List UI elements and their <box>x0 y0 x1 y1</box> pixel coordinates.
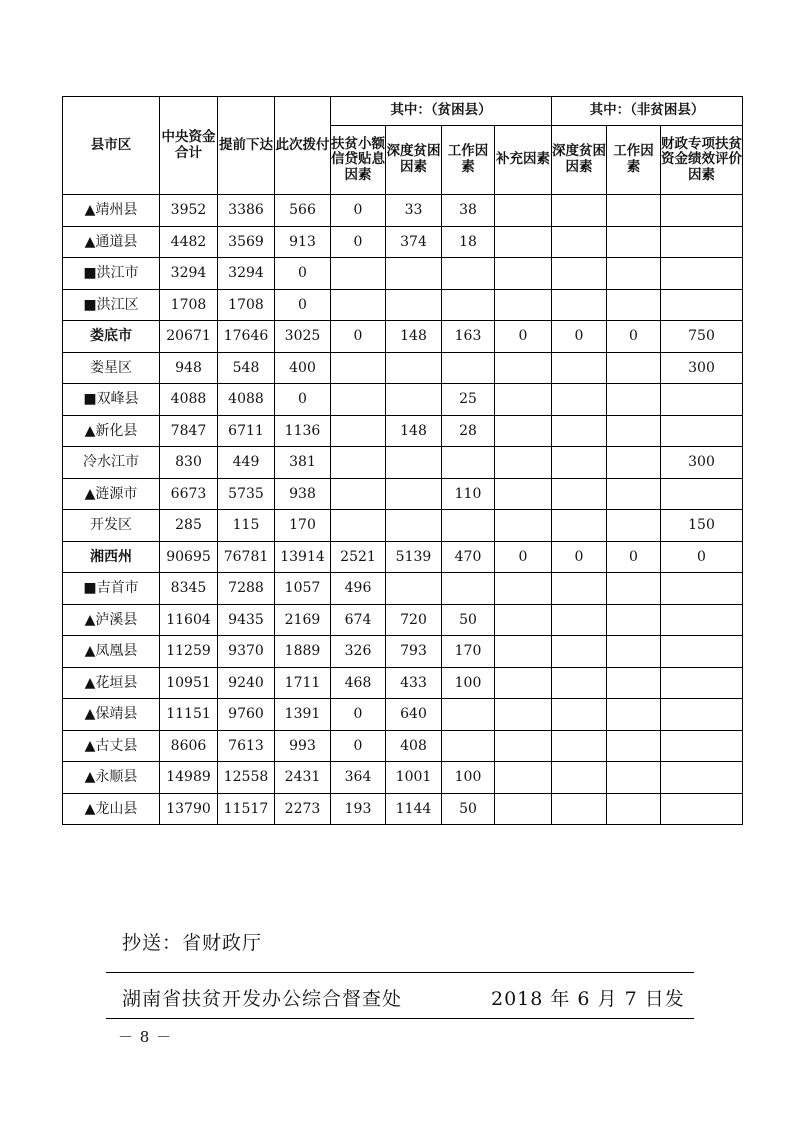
value-cell <box>607 699 661 731</box>
table-row <box>63 447 743 479</box>
value-cell: 7847 <box>160 415 218 447</box>
value-cell <box>552 447 607 479</box>
value-cell: 374 <box>386 226 442 258</box>
value-cell <box>331 289 386 321</box>
value-cell: 11259 <box>160 636 218 668</box>
value-cell: 640 <box>386 699 442 731</box>
value-cell <box>607 226 661 258</box>
value-cell: 14989 <box>160 762 218 794</box>
value-cell: 0 <box>275 258 331 290</box>
value-cell <box>331 352 386 384</box>
value-cell: 1391 <box>275 699 331 731</box>
value-cell: 364 <box>331 762 386 794</box>
value-cell: 28 <box>442 415 495 447</box>
table-row <box>63 541 743 573</box>
value-cell: 0 <box>275 384 331 416</box>
value-cell: 6673 <box>160 478 218 510</box>
value-cell: 4088 <box>218 384 275 416</box>
value-cell <box>552 762 607 794</box>
value-cell: 0 <box>495 541 552 573</box>
value-cell <box>331 415 386 447</box>
value-cell: 3294 <box>218 258 275 290</box>
value-cell: 1057 <box>275 573 331 605</box>
issue-date: 2018 年 6 月 7 日发 <box>491 988 685 1010</box>
region-name-cell: ▲龙山县 <box>63 793 160 825</box>
value-cell: 1001 <box>386 762 442 794</box>
table-row <box>63 321 743 353</box>
region-name-cell: 开发区 <box>63 510 160 542</box>
value-cell: 326 <box>331 636 386 668</box>
value-cell <box>442 289 495 321</box>
value-cell: 100 <box>442 667 495 699</box>
header-poor-supplement: 补充因素 <box>495 126 552 195</box>
value-cell <box>442 699 495 731</box>
value-cell: 496 <box>331 573 386 605</box>
value-cell: 1144 <box>386 793 442 825</box>
value-cell: 76781 <box>218 541 275 573</box>
value-cell <box>607 352 661 384</box>
value-cell: 2521 <box>331 541 386 573</box>
value-cell <box>331 447 386 479</box>
value-cell: 90695 <box>160 541 218 573</box>
value-cell: 150 <box>661 510 743 542</box>
region-name-cell: ▲永顺县 <box>63 762 160 794</box>
value-cell <box>495 289 552 321</box>
table-row <box>63 384 743 416</box>
header-this-allocation: 此次拨付 <box>275 97 331 195</box>
value-cell: 3025 <box>275 321 331 353</box>
value-cell <box>552 510 607 542</box>
value-cell <box>661 636 743 668</box>
value-cell <box>607 762 661 794</box>
region-name-cell: ■吉首市 <box>63 573 160 605</box>
value-cell: 300 <box>661 352 743 384</box>
value-cell <box>495 195 552 227</box>
table-row <box>63 699 743 731</box>
value-cell: 100 <box>442 762 495 794</box>
footer-rule-bottom <box>106 1018 694 1019</box>
table-body <box>63 195 743 825</box>
value-cell <box>552 384 607 416</box>
value-cell <box>661 258 743 290</box>
value-cell: 750 <box>661 321 743 353</box>
value-cell: 3952 <box>160 195 218 227</box>
value-cell: 115 <box>218 510 275 542</box>
value-cell <box>495 793 552 825</box>
value-cell <box>495 447 552 479</box>
value-cell: 0 <box>331 699 386 731</box>
value-cell: 9370 <box>218 636 275 668</box>
value-cell <box>495 384 552 416</box>
region-name-cell: ▲靖州县 <box>63 195 160 227</box>
value-cell: 163 <box>442 321 495 353</box>
value-cell <box>386 510 442 542</box>
region-name-cell: ▲保靖县 <box>63 699 160 731</box>
value-cell <box>495 510 552 542</box>
value-cell: 2431 <box>275 762 331 794</box>
value-cell <box>607 510 661 542</box>
value-cell: 548 <box>218 352 275 384</box>
value-cell: 720 <box>386 604 442 636</box>
value-cell: 8606 <box>160 730 218 762</box>
table-row <box>63 604 743 636</box>
value-cell: 285 <box>160 510 218 542</box>
value-cell: 9435 <box>218 604 275 636</box>
value-cell <box>607 793 661 825</box>
value-cell: 25 <box>442 384 495 416</box>
value-cell <box>442 730 495 762</box>
value-cell <box>552 793 607 825</box>
value-cell: 13790 <box>160 793 218 825</box>
value-cell <box>386 478 442 510</box>
value-cell: 400 <box>275 352 331 384</box>
value-cell: 3569 <box>218 226 275 258</box>
value-cell: 148 <box>386 415 442 447</box>
value-cell: 468 <box>331 667 386 699</box>
value-cell: 408 <box>386 730 442 762</box>
value-cell <box>552 667 607 699</box>
region-name-cell: ▲新化县 <box>63 415 160 447</box>
value-cell: 0 <box>331 321 386 353</box>
value-cell <box>607 258 661 290</box>
footer-rule-top <box>106 972 694 973</box>
region-name-cell: ▲花垣县 <box>63 667 160 699</box>
value-cell <box>661 573 743 605</box>
value-cell <box>607 573 661 605</box>
value-cell <box>661 195 743 227</box>
value-cell <box>552 636 607 668</box>
value-cell: 8345 <box>160 573 218 605</box>
region-name-cell: ▲古丈县 <box>63 730 160 762</box>
value-cell <box>495 762 552 794</box>
value-cell <box>661 226 743 258</box>
value-cell <box>607 415 661 447</box>
value-cell: 0 <box>331 730 386 762</box>
value-cell: 20671 <box>160 321 218 353</box>
value-cell <box>661 699 743 731</box>
table-row <box>63 730 743 762</box>
value-cell: 50 <box>442 604 495 636</box>
table-row <box>63 352 743 384</box>
header-group-poor: 其中：（贫困县） <box>331 97 552 126</box>
value-cell <box>495 415 552 447</box>
value-cell <box>442 510 495 542</box>
value-cell <box>607 384 661 416</box>
table-row <box>63 258 743 290</box>
value-cell: 3386 <box>218 195 275 227</box>
value-cell: 11604 <box>160 604 218 636</box>
value-cell: 938 <box>275 478 331 510</box>
value-cell: 0 <box>607 321 661 353</box>
header-nonpoor-work: 工作因素 <box>607 126 661 195</box>
value-cell: 830 <box>160 447 218 479</box>
value-cell: 0 <box>552 541 607 573</box>
value-cell: 11517 <box>218 793 275 825</box>
value-cell: 2273 <box>275 793 331 825</box>
value-cell <box>607 604 661 636</box>
value-cell <box>495 478 552 510</box>
value-cell <box>607 636 661 668</box>
region-name-cell: 冷水江市 <box>63 447 160 479</box>
value-cell: 0 <box>661 541 743 573</box>
value-cell <box>495 573 552 605</box>
value-cell: 0 <box>331 195 386 227</box>
value-cell <box>607 667 661 699</box>
allocation-table <box>62 96 743 825</box>
value-cell: 17646 <box>218 321 275 353</box>
table-row <box>63 762 743 794</box>
value-cell <box>331 258 386 290</box>
value-cell: 4482 <box>160 226 218 258</box>
value-cell: 1136 <box>275 415 331 447</box>
value-cell: 449 <box>218 447 275 479</box>
value-cell: 993 <box>275 730 331 762</box>
value-cell: 433 <box>386 667 442 699</box>
table-row <box>63 510 743 542</box>
region-name-cell: ■洪江市 <box>63 258 160 290</box>
value-cell: 7613 <box>218 730 275 762</box>
value-cell: 7288 <box>218 573 275 605</box>
header-nonpoor-performance: 财政专项扶贫资金绩效评价因素 <box>661 126 743 195</box>
value-cell: 0 <box>331 226 386 258</box>
value-cell <box>495 258 552 290</box>
value-cell: 148 <box>386 321 442 353</box>
value-cell: 2169 <box>275 604 331 636</box>
value-cell: 18 <box>442 226 495 258</box>
region-name-cell: ■双峰县 <box>63 384 160 416</box>
value-cell <box>386 352 442 384</box>
value-cell: 0 <box>552 321 607 353</box>
value-cell <box>495 226 552 258</box>
header-group-nonpoor: 其中：（非贫困县） <box>552 97 743 126</box>
value-cell <box>661 667 743 699</box>
header-poor-deep-poverty: 深度贫困因素 <box>386 126 442 195</box>
value-cell <box>442 447 495 479</box>
region-name-cell: ■洪江区 <box>63 289 160 321</box>
value-cell: 1708 <box>160 289 218 321</box>
region-name-cell: ▲涟源市 <box>63 478 160 510</box>
value-cell <box>331 510 386 542</box>
value-cell: 9760 <box>218 699 275 731</box>
value-cell <box>552 195 607 227</box>
value-cell: 793 <box>386 636 442 668</box>
value-cell <box>661 762 743 794</box>
issuer-name: 湖南省扶贫开发办公综合督查处 <box>122 988 403 1010</box>
value-cell <box>552 573 607 605</box>
header-poor-work: 工作因素 <box>442 126 495 195</box>
value-cell <box>552 226 607 258</box>
region-name-cell: 娄星区 <box>63 352 160 384</box>
value-cell: 170 <box>442 636 495 668</box>
region-name-cell: 湘西州 <box>63 541 160 573</box>
value-cell <box>661 384 743 416</box>
value-cell <box>495 699 552 731</box>
value-cell <box>607 289 661 321</box>
value-cell: 1889 <box>275 636 331 668</box>
value-cell <box>661 415 743 447</box>
page-number: － 8 － <box>118 1028 173 1046</box>
value-cell: 12558 <box>218 762 275 794</box>
value-cell: 470 <box>442 541 495 573</box>
value-cell <box>386 447 442 479</box>
table-row <box>63 636 743 668</box>
region-name-cell: ▲泸溪县 <box>63 604 160 636</box>
value-cell <box>386 384 442 416</box>
value-cell: 110 <box>442 478 495 510</box>
header-nonpoor-deep-poverty: 深度贫困因素 <box>552 126 607 195</box>
value-cell: 6711 <box>218 415 275 447</box>
value-cell <box>552 699 607 731</box>
value-cell <box>495 730 552 762</box>
value-cell <box>552 258 607 290</box>
value-cell: 50 <box>442 793 495 825</box>
cc-line: 抄送：省财政厅 <box>122 932 263 954</box>
table-row <box>63 415 743 447</box>
value-cell <box>661 730 743 762</box>
value-cell: 193 <box>331 793 386 825</box>
table-row <box>63 226 743 258</box>
value-cell <box>607 730 661 762</box>
value-cell <box>552 730 607 762</box>
table-row <box>63 667 743 699</box>
value-cell: 381 <box>275 447 331 479</box>
value-cell <box>331 384 386 416</box>
value-cell <box>495 667 552 699</box>
value-cell: 0 <box>607 541 661 573</box>
table-row <box>63 289 743 321</box>
value-cell <box>386 289 442 321</box>
value-cell <box>661 289 743 321</box>
value-cell <box>661 604 743 636</box>
value-cell: 11151 <box>160 699 218 731</box>
value-cell <box>442 258 495 290</box>
value-cell: 33 <box>386 195 442 227</box>
table-row <box>63 195 743 227</box>
header-poor-microcredit: 扶贫小额信贷贴息因素 <box>331 126 386 195</box>
header-central-total: 中央资金合计 <box>160 97 218 195</box>
value-cell: 5735 <box>218 478 275 510</box>
value-cell <box>331 478 386 510</box>
value-cell: 170 <box>275 510 331 542</box>
header-early-issued: 提前下达 <box>218 97 275 195</box>
value-cell: 38 <box>442 195 495 227</box>
value-cell <box>442 573 495 605</box>
value-cell <box>552 352 607 384</box>
value-cell <box>495 352 552 384</box>
header-county: 县市区 <box>63 97 160 195</box>
value-cell: 9240 <box>218 667 275 699</box>
value-cell <box>552 289 607 321</box>
value-cell: 300 <box>661 447 743 479</box>
value-cell <box>495 604 552 636</box>
value-cell: 0 <box>495 321 552 353</box>
region-name-cell: 娄底市 <box>63 321 160 353</box>
value-cell: 5139 <box>386 541 442 573</box>
value-cell: 10951 <box>160 667 218 699</box>
value-cell <box>386 573 442 605</box>
table-row <box>63 793 743 825</box>
value-cell <box>552 604 607 636</box>
value-cell <box>661 478 743 510</box>
value-cell <box>495 636 552 668</box>
table-row <box>63 573 743 605</box>
value-cell: 566 <box>275 195 331 227</box>
value-cell <box>442 352 495 384</box>
value-cell <box>607 478 661 510</box>
value-cell: 3294 <box>160 258 218 290</box>
region-name-cell: ▲凤凰县 <box>63 636 160 668</box>
region-name-cell: ▲通道县 <box>63 226 160 258</box>
value-cell <box>661 793 743 825</box>
value-cell: 4088 <box>160 384 218 416</box>
value-cell <box>552 415 607 447</box>
value-cell: 0 <box>275 289 331 321</box>
value-cell: 1708 <box>218 289 275 321</box>
value-cell: 674 <box>331 604 386 636</box>
value-cell <box>386 258 442 290</box>
value-cell: 1711 <box>275 667 331 699</box>
value-cell: 13914 <box>275 541 331 573</box>
value-cell <box>607 195 661 227</box>
value-cell: 948 <box>160 352 218 384</box>
value-cell <box>552 478 607 510</box>
value-cell <box>607 447 661 479</box>
value-cell: 913 <box>275 226 331 258</box>
table-row <box>63 478 743 510</box>
